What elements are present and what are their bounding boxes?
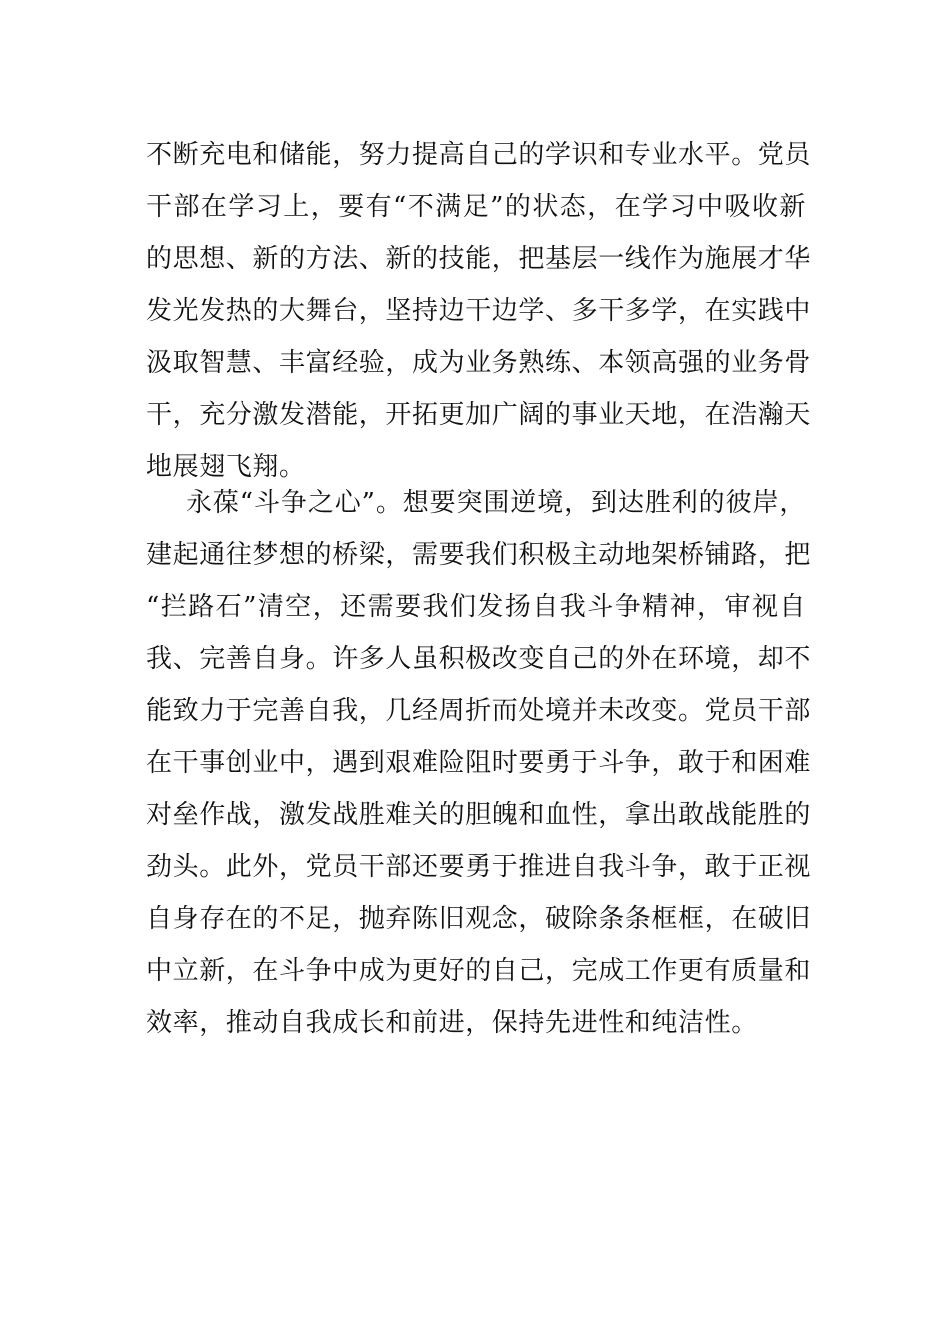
text-line: 对垒作战，激发战胜难关的胆魄和血性，拿出敢战能胜的 bbox=[146, 800, 812, 830]
text-line: 建起通往梦想的桥梁，需要我们积极主动地架桥铺路，把 bbox=[146, 540, 812, 570]
text-line: 效率，推动自我成长和前进，保持先进性和纯洁性。 bbox=[146, 1008, 758, 1038]
text-line: 我、完善自身。许多人虽积极改变自己的外在环境，却不 bbox=[146, 644, 812, 674]
text-line: 不断充电和储能，努力提高自己的学识和专业水平。党员 bbox=[146, 140, 812, 170]
text-line: 干部在学习上，要有“不满足”的状态，在学习中吸收新 bbox=[146, 192, 806, 222]
text-line: “拦路石”清空，还需要我们发扬自我斗争精神，审视自 bbox=[146, 592, 806, 622]
text-line: 的思想、新的方法、新的技能，把基层一线作为施展才华 bbox=[146, 244, 812, 274]
text-line: 自身存在的不足，抛弃陈旧观念，破除条条框框，在破旧 bbox=[146, 904, 812, 934]
text-line: 地展翅飞翔。 bbox=[146, 452, 306, 482]
paragraph-struggle bbox=[146, 477, 812, 1049]
text-line: 能致力于完善自我，几经周折而处境并未改变。党员干部 bbox=[146, 696, 812, 726]
text-line: 中立新，在斗争中成为更好的自己，完成工作更有质量和 bbox=[146, 956, 812, 986]
text-line: 永葆“斗争之心”。想要突围逆境，到达胜利的彼岸， bbox=[186, 488, 806, 518]
paragraph-study bbox=[146, 129, 812, 493]
text-line: 在干事创业中，遇到艰难险阻时要勇于斗争，敢于和困难 bbox=[146, 748, 812, 778]
text-line: 汲取智慧、丰富经验，成为业务熟练、本领高强的业务骨 bbox=[146, 348, 812, 378]
text-line: 发光发热的大舞台，坚持边干边学、多干多学，在实践中 bbox=[146, 296, 812, 326]
text-line: 干，充分激发潜能，开拓更加广阔的事业天地，在浩瀚天 bbox=[146, 400, 812, 430]
text-line: 劲头。此外，党员干部还要勇于推进自我斗争，敢于正视 bbox=[146, 852, 812, 882]
